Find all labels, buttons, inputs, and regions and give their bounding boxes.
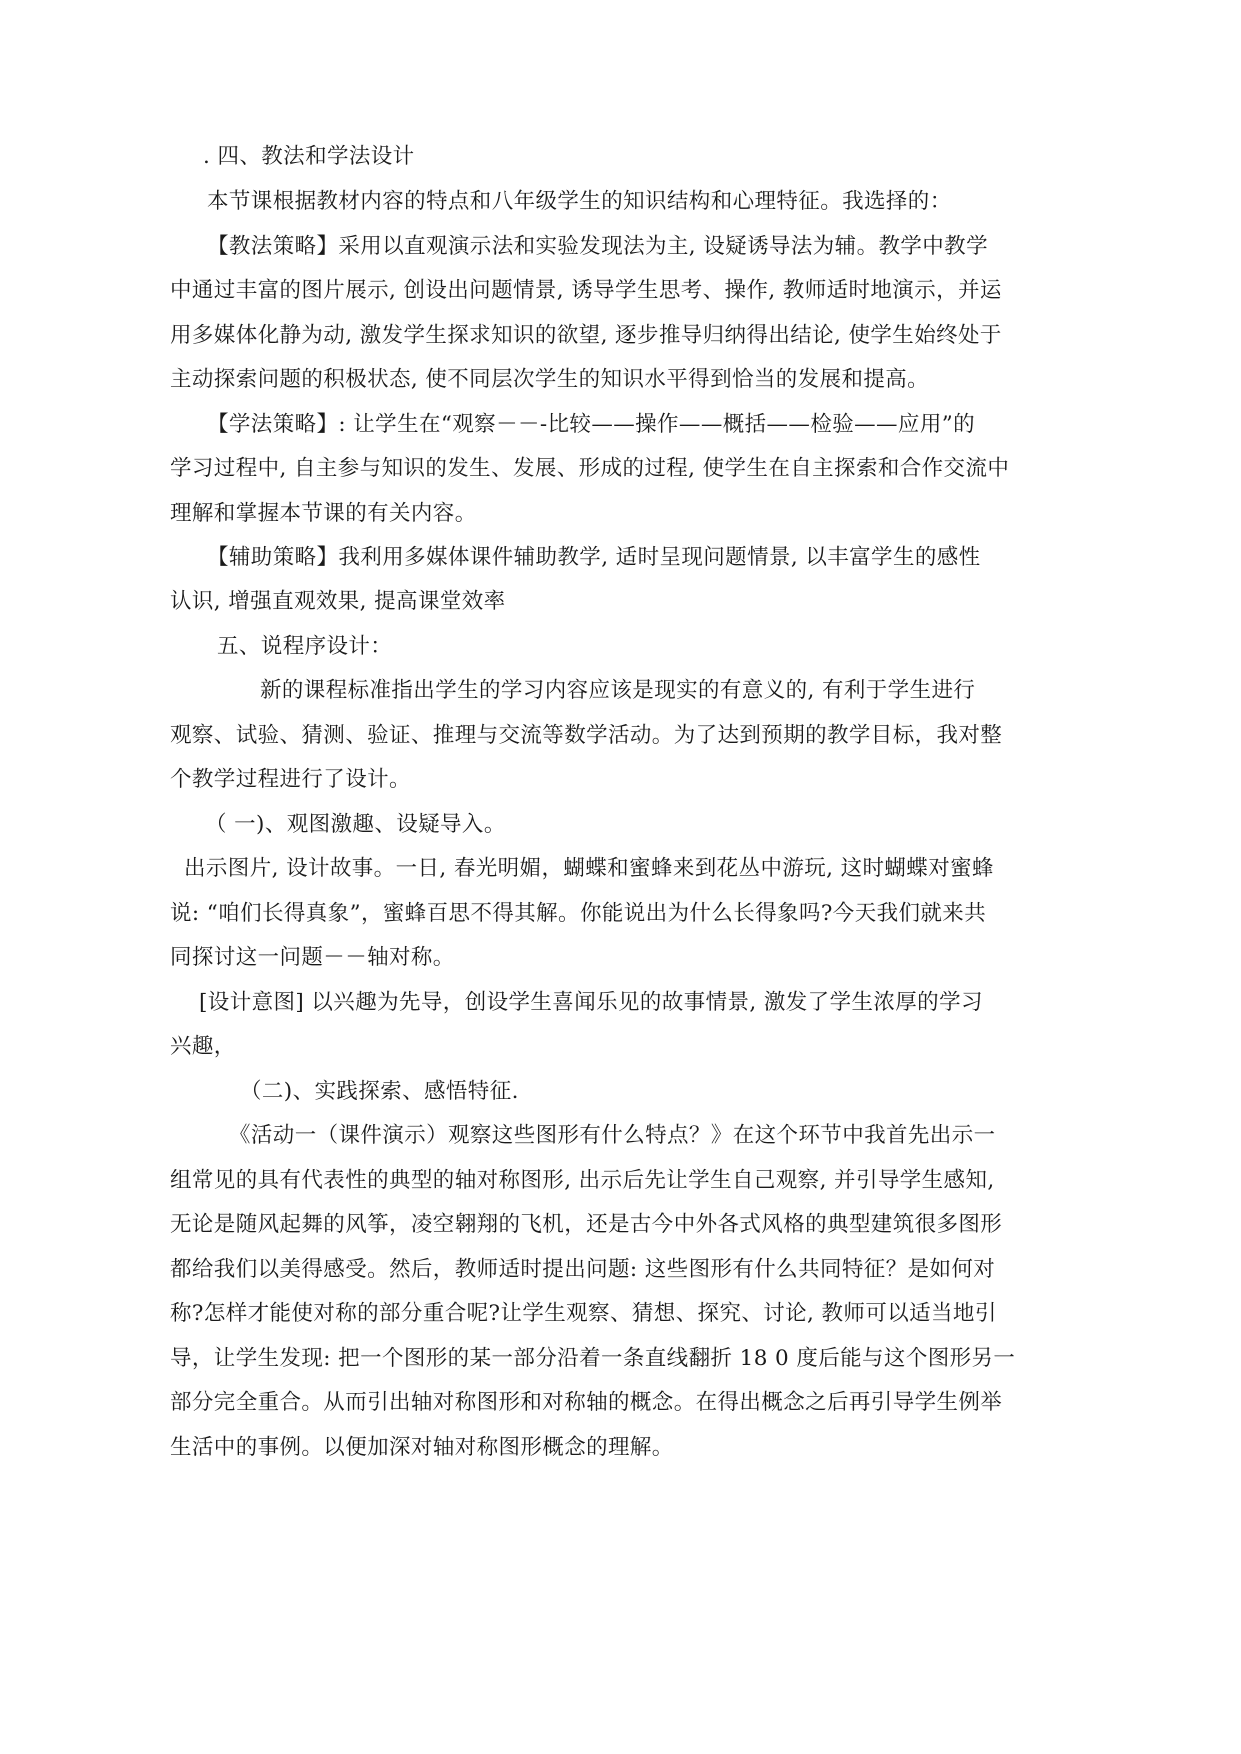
paragraph-line: 主动探索问题的积极状态, 使不同层次学生的知识水平得到恰当的发展和提高。 [170, 367, 930, 392]
subsection-heading-2: （二)、实践探索、感悟特征. [240, 1079, 519, 1104]
paragraph-line: 个教学过程进行了设计。 [170, 767, 411, 792]
paragraph-line: 无论是随风起舞的风筝，凌空翱翔的飞机，还是古今中外各式风格的典型建筑很多图形 [170, 1212, 1003, 1237]
paragraph-line: 理解和掌握本节课的有关内容。 [170, 501, 477, 526]
paragraph-line: 本节课根据教材内容的特点和八年级学生的知识结构和心理特征。我选择的： [207, 189, 952, 214]
paragraph-line: 【辅助策略】我利用多媒体课件辅助教学, 适时呈现问题情景, 以丰富学生的感性 [207, 545, 981, 570]
section-heading-5: 五、说程序设计： [217, 634, 393, 659]
paragraph-line: 新的课程标准指出学生的学习内容应该是现实的有意义的, 有利于学生进行 [260, 678, 976, 703]
paragraph-line: 导，让学生发现: 把一个图形的某一部分沿着一条直线翻折 18 0 度后能与这个图形另一 [170, 1346, 1016, 1371]
paragraph-line: 同探讨这一问题－－轴对称。 [170, 945, 455, 970]
paragraph-line: 生活中的事例。以便加深对轴对称图形概念的理解。 [170, 1435, 674, 1460]
paragraph-line: 用多媒体化静为动, 激发学生探求知识的欲望, 逐步推导归纳得出结论, 使学生始终处于 [170, 323, 1002, 348]
paragraph-line: 学习过程中, 自主参与知识的发生、发展、形成的过程, 使学生在自主探索和合作交流中 [170, 456, 1010, 481]
paragraph-line: 观察、试验、猜测、验证、推理与交流等数学活动。为了达到预期的教学目标，我对整 [170, 723, 1003, 748]
paragraph-line: [设计意图] 以兴趣为先导，创设学生喜闻乐见的故事情景, 激发了学生浓厚的学习 [199, 990, 983, 1015]
paragraph-line: 说: “咱们长得真象”，蜜蜂百思不得其解。你能说出为什么长得象吗?今天我们就来共 [170, 901, 987, 926]
paragraph-line: 出示图片, 设计故事。一日, 春光明媚，蝴蝶和蜜蜂来到花丛中游玩, 这时蝴蝶对蜜蜂 [184, 856, 994, 881]
paragraph-line: 都给我们以美得感受。然后，教师适时提出问题: 这些图形有什么共同特征？是如何对 [170, 1257, 996, 1282]
paragraph-line: 兴趣， [170, 1034, 236, 1059]
paragraph-line: 【教法策略】采用以直观演示法和实验发现法为主, 设疑诱导法为辅。教学中教学 [207, 234, 988, 259]
paragraph-line: 中通过丰富的图片展示, 创设出问题情景, 诱导学生思考、操作, 教师适时地演示，并运 [170, 278, 1002, 303]
paragraph-line: 部分完全重合。从而引出轴对称图形和对称轴的概念。在得出概念之后再引导学生例举 [170, 1390, 1003, 1415]
paragraph-line: 称?怎样才能使对称的部分重合呢?让学生观察、猜想、探究、讨论, 教师可以适当地引 [170, 1301, 997, 1326]
section-heading-4: . 四、教法和学法设计 [203, 144, 415, 169]
paragraph-line: 组常见的具有代表性的典型的轴对称图形, 出示后先让学生自己观察, 并引导学生感知, [170, 1168, 995, 1193]
paragraph-line: 认识, 增强直观效果, 提高课堂效率 [170, 589, 506, 614]
paragraph-line: 【学法策略】: 让学生在“观察－－-比较——操作——概括——检验——应用”的 [207, 412, 976, 437]
paragraph-line: 《活动一（课件演示）观察这些图形有什么特点？》在这个环节中我首先出示一 [229, 1123, 996, 1148]
subsection-heading-1: （ 一)、观图激趣、设疑导入。 [205, 812, 506, 837]
